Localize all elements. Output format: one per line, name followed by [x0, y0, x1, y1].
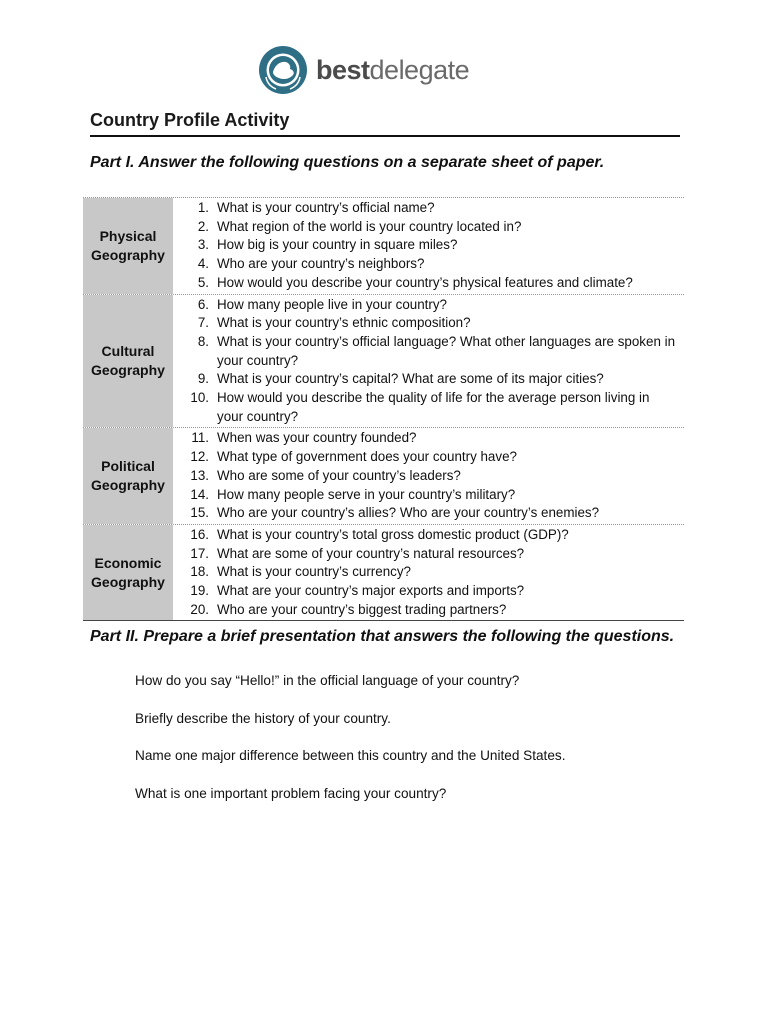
question-item — [173, 545, 684, 564]
question-text: What are your country’s major exports and imports? — [217, 583, 525, 599]
section-political-geography — [83, 428, 684, 525]
question-number: 10. — [190, 390, 209, 406]
question-number: 2. — [197, 218, 209, 234]
section-economic-geography — [83, 525, 684, 621]
brand-wordmark-bold: best — [316, 54, 370, 85]
question-text: What region of the world is your country located in? — [217, 218, 522, 234]
question-text: How big is your country in square miles? — [217, 237, 458, 253]
question-item — [173, 486, 684, 505]
question-item — [173, 255, 684, 274]
question-text: Who are your country’s allies? Who are your country’s enemies? — [217, 505, 600, 521]
document-title: Country Profile Activity — [90, 110, 680, 137]
question-number: 6. — [197, 296, 209, 312]
question-text: What is your country’s total gross domestic product (GDP)? — [217, 526, 569, 542]
question-number: 9. — [197, 371, 209, 387]
question-number: 20. — [190, 601, 209, 617]
question-number: 12. — [190, 449, 209, 465]
brand-wordmark — [316, 55, 469, 86]
question-item — [173, 563, 684, 582]
question-list — [173, 525, 684, 621]
question-item — [173, 199, 684, 218]
question-text: What is your country’s official name? — [217, 200, 435, 215]
question-number: 14. — [190, 486, 209, 502]
question-text: What is your country’s official language? What other languages are spoken in your country? — [217, 333, 676, 368]
presentation-question: What is one important problem facing your country? — [135, 785, 447, 801]
question-number: 13. — [190, 467, 209, 483]
question-list — [173, 295, 684, 428]
brand-logo — [258, 44, 469, 96]
question-item — [173, 296, 684, 315]
question-text: What is your country’s ethnic composition? — [217, 315, 471, 331]
question-number: 15. — [190, 505, 209, 521]
question-number: 19. — [190, 583, 209, 599]
brand-wordmark-light: delegate — [369, 54, 470, 85]
question-number: 5. — [197, 274, 209, 290]
question-list — [173, 198, 684, 294]
question-text: Who are some of your country’s leaders? — [217, 467, 461, 483]
question-item — [173, 274, 684, 293]
category-label: Political Geography — [83, 428, 173, 524]
question-text: Who are your country’s biggest trading partners? — [217, 601, 507, 617]
category-label: Economic Geography — [83, 525, 173, 621]
question-text: What is your country’s currency? — [217, 564, 411, 580]
section-physical-geography — [83, 198, 684, 295]
part1-heading: Part I. Answer the following questions on a separate sheet of paper. — [90, 154, 605, 171]
question-item — [173, 429, 684, 448]
question-text: How would you describe your country’s physical features and climate? — [217, 274, 633, 290]
part2-heading: Part II. Prepare a brief presentation that answers the following the questions. — [90, 628, 675, 645]
presentation-question: Briefly describe the history of your country. — [135, 710, 391, 726]
question-item — [173, 333, 684, 370]
question-number: 18. — [190, 564, 209, 580]
question-list — [173, 428, 684, 524]
question-item — [173, 370, 684, 389]
question-item — [173, 601, 684, 620]
presentation-question: Name one major difference between this country and the United States. — [135, 748, 566, 763]
question-item — [173, 236, 684, 255]
question-item — [173, 218, 684, 237]
question-text: How many people live in your country? — [217, 296, 447, 312]
question-text: How would you describe the quality of life for the average person living in your country? — [217, 390, 650, 424]
question-text: What type of government does your country have? — [217, 449, 517, 465]
question-text: Who are your country’s neighbors? — [217, 256, 425, 272]
question-item — [173, 448, 684, 467]
category-label: Physical Geography — [83, 198, 173, 294]
section-cultural-geography — [83, 295, 684, 429]
question-item — [173, 389, 684, 426]
question-item — [173, 504, 684, 523]
category-label: Cultural Geography — [83, 295, 173, 428]
question-item — [173, 582, 684, 601]
question-text: What is your country’s capital? What are some of its major cities? — [217, 371, 604, 387]
question-number: 16. — [190, 526, 209, 542]
question-number: 7. — [197, 315, 209, 331]
question-text: What are some of your country’s natural resources? — [217, 545, 525, 561]
question-number: 17. — [190, 545, 209, 561]
question-table — [83, 197, 684, 621]
question-item — [173, 467, 684, 486]
presentation-question: How do you say “Hello!” in the official language of your country? — [135, 673, 520, 688]
question-number: 3. — [197, 237, 209, 253]
question-number: 8. — [197, 333, 209, 349]
globe-laurel-icon — [258, 45, 308, 95]
question-number: 1. — [197, 200, 209, 215]
question-item — [173, 526, 684, 545]
question-text: How many people serve in your country’s military? — [217, 486, 516, 502]
presentation-question-list — [135, 672, 565, 822]
question-item — [173, 314, 684, 333]
question-number: 4. — [197, 256, 209, 272]
question-text: When was your country founded? — [217, 430, 417, 446]
question-number: 11. — [191, 430, 209, 446]
